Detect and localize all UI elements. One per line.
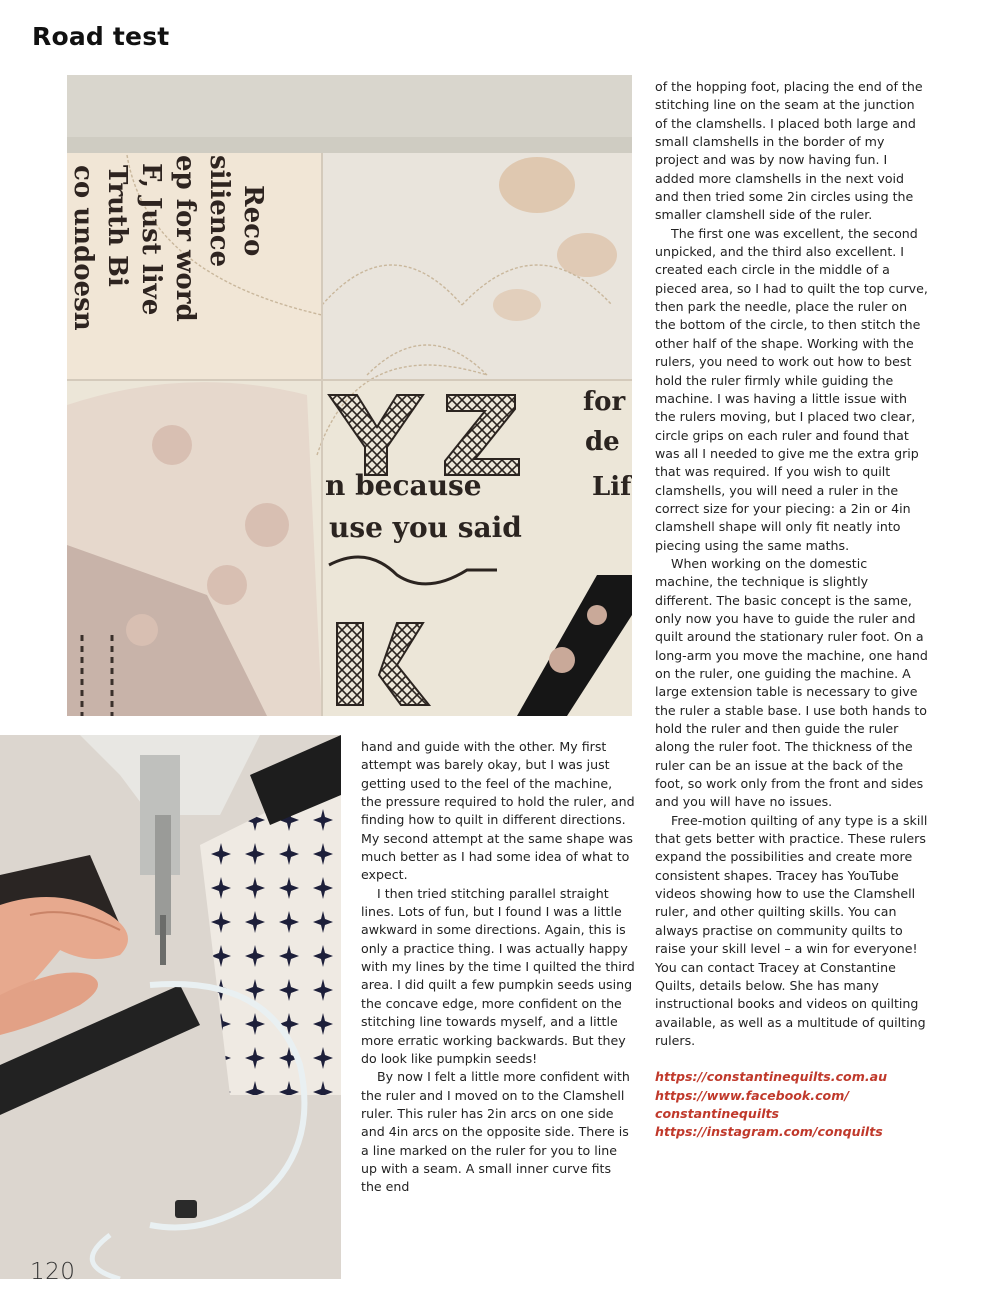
section-title: Road test [32,22,170,51]
svg-text:n because: n because [325,469,482,502]
facebook-link[interactable]: https://www.facebook.com/ [655,1087,849,1103]
svg-text:co undoesn: co undoesn [68,165,98,331]
paragraph: By now I felt a little more confident with the ruler and I moved on to the Clamshell ruler. This ruler has 2in arcs on one side and 4in arcs on the opposite side. There is a line marked on the ruler for you to line up with a seam. A small inner curve fits the end [361,1069,630,1195]
svg-text:de: de [585,427,620,457]
facebook-link-continued[interactable]: constantinequilts [655,1105,780,1121]
website-link[interactable]: https://constantinequilts.com.au [655,1069,888,1085]
paragraph: When working on the domestic machine, the technique is slightly different. The basic concept is the same, only now you have to guide the ruler and quilt around the stationary ruler foot. On a long-arm you move the machine, one hand on the ruler, one guiding the machine. A large extension table is necessary to give the ruler a stable base. I use both hands to hold the ruler and then guide the ruler along the ruler foot. The thickness of the ruler can be an issue at the back of the foot, so work only from the front and sides and you will have no issues. [655,555,928,810]
svg-text:F, Just live: F, Just live [136,163,166,316]
svg-text:ep for word: ep for word [170,155,200,322]
article-column-right [655,78,929,1142]
paragraph: Free-motion quilting of any type is a skill that gets better with practice. These rulers expand the possibilities and create more consistent shapes. Tracey has YouTube videos showing how to use the Clamshell ruler, and other quilting skills. You can always practise on community quilts to raise your skill level – a win for everyone! You can contact Tracey at Constantine Quilts, details below. She has many instructional books and videos on quilting available, as well as a multitude of quilting rulers. [655,812,928,1048]
svg-text:Reco: Reco [238,185,268,257]
sewing-machine-ruler-photo [0,735,341,1279]
svg-text:Truth Bi: Truth Bi [102,165,132,287]
instagram-link[interactable]: https://instagram.com/conquilts [655,1124,883,1140]
svg-text:use you said: use you said [329,511,522,544]
paragraph: The first one was excellent, the second unpicked, and the third also excellent. I created each circle in the middle of a pieced area, so I had to quilt the top curve, then park the needle, place the ruler on the bottom of the circle, to then stitch the other half of the shape. Working with the rulers, you need to work out how to best hold the ruler firmly while guiding the machine. I was having a little issue with the rulers moving, but I placed two clear, circle grips on each ruler and found that was all I needed to give me the extra grip that was required. If you wish to quilt clamshells, you will need a ruler in the correct size for your piecing: a 2in or 4in clamshell shape will only fit neatly into piecing using the same maths. [655,225,928,553]
contact-links [655,1068,929,1141]
quilt-closeup-photo [67,75,632,716]
paragraph: I then tried stitching parallel straight lines. Lots of fun, but I found I was a little awkward in some directions. Again, this is only a practice thing. I was actually happy with my lines by the time I quilted the third area. I did quilt a few pumpkin seeds using the concave edge, more confident on the stitching line towards myself, and a little more erratic working backwards. But they do look like pumpkin seeds! [361,885,635,1066]
page-number: 120 [30,1259,76,1285]
paragraph: of the hopping foot, placing the end of the stitching line on the seam at the junction of the clamshells. I placed both large and small clamshells in the border of my project and was by now having fun. I added more clamshells in the next void and then tried some 2in circles using the smaller clamshell side of the ruler. [655,79,923,223]
paragraph: hand and guide with the other. My first attempt was barely okay, but I was just getting used to the feel of the machine, the pressure required to hold the ruler, and finding how to quilt in different directions. My second attempt at the same shape was much better as I had some idea of what to expect. [361,739,635,883]
article-column-middle [361,738,635,1197]
svg-text:for: for [583,387,626,417]
svg-text:silience: silience [204,155,234,268]
svg-text:Lif: Lif [592,472,632,502]
